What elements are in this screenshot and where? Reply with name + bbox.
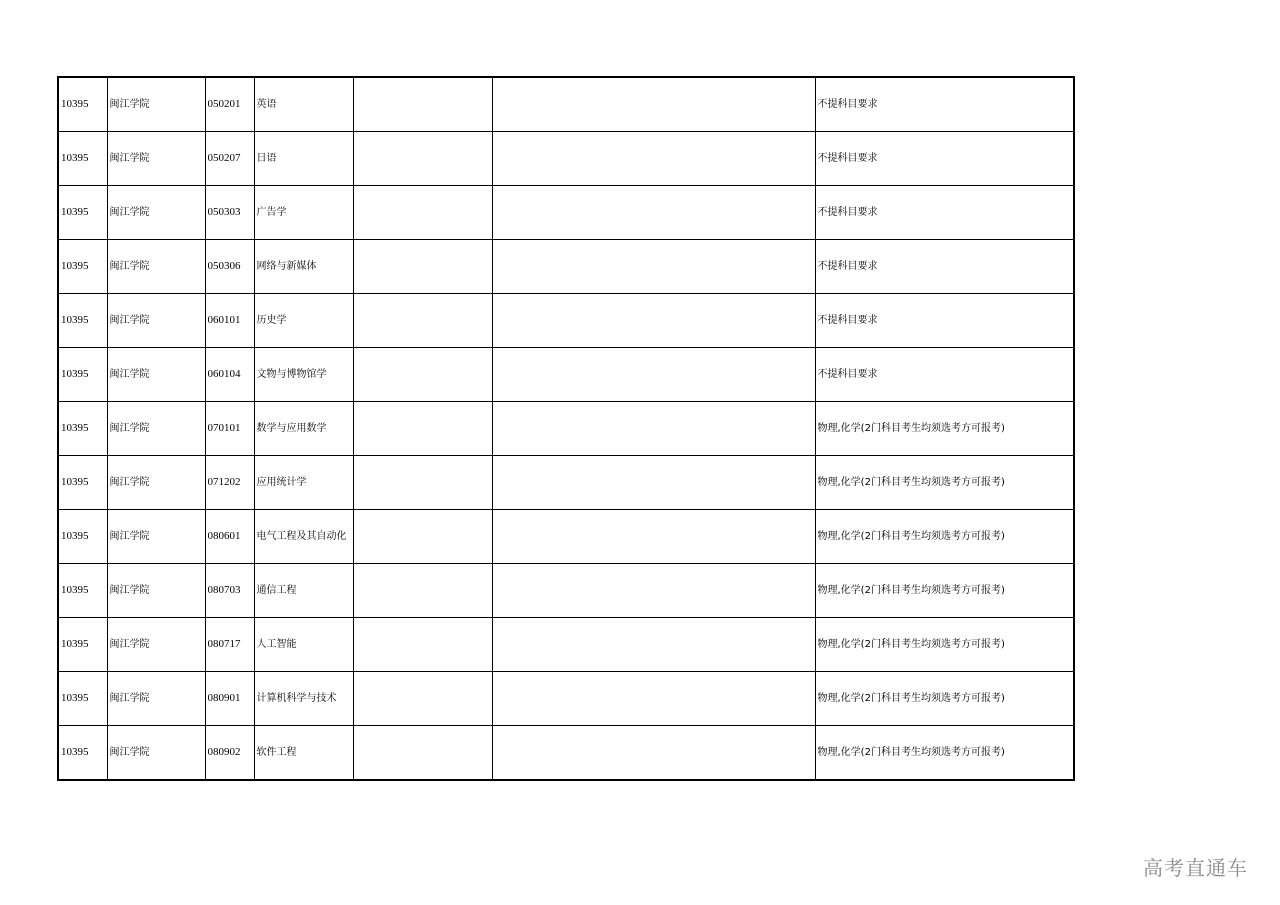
empty-cell (353, 672, 492, 726)
subject-requirements-table (57, 76, 1075, 781)
table-row (58, 186, 1074, 240)
subject-requirement-cell: 物理,化学(2门科目考生均须选考方可报考) (815, 402, 1074, 456)
major-code-cell: 050201 (205, 77, 254, 132)
major-name-cell: 数学与应用数学 (254, 402, 353, 456)
empty-cell (492, 618, 815, 672)
empty-cell (492, 240, 815, 294)
school-name-cell: 闽江学院 (107, 402, 205, 456)
empty-cell (353, 348, 492, 402)
major-name-cell: 历史学 (254, 294, 353, 348)
major-name-cell: 应用统计学 (254, 456, 353, 510)
subject-requirement-cell: 物理,化学(2门科目考生均须选考方可报考) (815, 510, 1074, 564)
table-row (58, 240, 1074, 294)
school-code-cell: 10395 (58, 132, 107, 186)
school-code-cell: 10395 (58, 456, 107, 510)
watermark-text: 高考直通车 (1143, 856, 1248, 880)
major-name-cell: 文物与博物馆学 (254, 348, 353, 402)
subject-requirement-cell: 不提科目要求 (815, 348, 1074, 402)
empty-cell (492, 77, 815, 132)
empty-cell (492, 186, 815, 240)
empty-cell (492, 510, 815, 564)
school-name-cell: 闽江学院 (107, 132, 205, 186)
major-code-cell: 080901 (205, 672, 254, 726)
subject-requirement-cell: 物理,化学(2门科目考生均须选考方可报考) (815, 618, 1074, 672)
table-row (58, 456, 1074, 510)
major-name-cell: 日语 (254, 132, 353, 186)
empty-cell (492, 456, 815, 510)
major-code-cell: 071202 (205, 456, 254, 510)
subject-requirement-cell: 物理,化学(2门科目考生均须选考方可报考) (815, 564, 1074, 618)
empty-cell (353, 510, 492, 564)
major-name-cell: 电气工程及其自动化 (254, 510, 353, 564)
major-code-cell: 080703 (205, 564, 254, 618)
school-code-cell: 10395 (58, 564, 107, 618)
school-name-cell: 闽江学院 (107, 186, 205, 240)
empty-cell (353, 186, 492, 240)
table-row (58, 510, 1074, 564)
major-code-cell: 080902 (205, 726, 254, 781)
subject-requirement-cell: 不提科目要求 (815, 186, 1074, 240)
major-code-cell: 060101 (205, 294, 254, 348)
school-code-cell: 10395 (58, 510, 107, 564)
table-row (58, 77, 1074, 132)
empty-cell (353, 132, 492, 186)
table-row (58, 618, 1074, 672)
empty-cell (353, 456, 492, 510)
empty-cell (492, 672, 815, 726)
school-name-cell: 闽江学院 (107, 672, 205, 726)
major-name-cell: 计算机科学与技术 (254, 672, 353, 726)
table-row (58, 672, 1074, 726)
subject-requirement-cell: 不提科目要求 (815, 240, 1074, 294)
school-code-cell: 10395 (58, 186, 107, 240)
school-code-cell: 10395 (58, 726, 107, 781)
table-row (58, 726, 1074, 781)
empty-cell (492, 402, 815, 456)
school-code-cell: 10395 (58, 348, 107, 402)
school-name-cell: 闽江学院 (107, 726, 205, 781)
subject-requirement-cell: 物理,化学(2门科目考生均须选考方可报考) (815, 456, 1074, 510)
empty-cell (492, 132, 815, 186)
school-name-cell: 闽江学院 (107, 77, 205, 132)
school-name-cell: 闽江学院 (107, 456, 205, 510)
school-code-cell: 10395 (58, 294, 107, 348)
school-name-cell: 闽江学院 (107, 294, 205, 348)
empty-cell (353, 294, 492, 348)
school-name-cell: 闽江学院 (107, 240, 205, 294)
major-code-cell: 050207 (205, 132, 254, 186)
subject-requirement-cell: 不提科目要求 (815, 77, 1074, 132)
major-name-cell: 广告学 (254, 186, 353, 240)
table-row (58, 564, 1074, 618)
subject-requirement-cell: 物理,化学(2门科目考生均须选考方可报考) (815, 672, 1074, 726)
school-code-cell: 10395 (58, 402, 107, 456)
table-body (58, 77, 1074, 780)
major-name-cell: 网络与新媒体 (254, 240, 353, 294)
school-code-cell: 10395 (58, 672, 107, 726)
major-code-cell: 070101 (205, 402, 254, 456)
empty-cell (353, 402, 492, 456)
table-row (58, 294, 1074, 348)
empty-cell (353, 564, 492, 618)
major-code-cell: 080717 (205, 618, 254, 672)
major-name-cell: 英语 (254, 77, 353, 132)
empty-cell (492, 348, 815, 402)
major-name-cell: 人工智能 (254, 618, 353, 672)
empty-cell (353, 618, 492, 672)
table-row (58, 348, 1074, 402)
school-code-cell: 10395 (58, 77, 107, 132)
subject-requirement-cell: 不提科目要求 (815, 132, 1074, 186)
empty-cell (492, 726, 815, 781)
school-name-cell: 闽江学院 (107, 510, 205, 564)
table-row (58, 402, 1074, 456)
subject-requirement-cell: 物理,化学(2门科目考生均须选考方可报考) (815, 726, 1074, 781)
major-name-cell: 通信工程 (254, 564, 353, 618)
empty-cell (353, 726, 492, 781)
major-code-cell: 080601 (205, 510, 254, 564)
major-code-cell: 050303 (205, 186, 254, 240)
major-code-cell: 050306 (205, 240, 254, 294)
major-name-cell: 软件工程 (254, 726, 353, 781)
subject-requirement-cell: 不提科目要求 (815, 294, 1074, 348)
empty-cell (353, 77, 492, 132)
table-row (58, 132, 1074, 186)
school-code-cell: 10395 (58, 618, 107, 672)
school-name-cell: 闽江学院 (107, 564, 205, 618)
empty-cell (492, 564, 815, 618)
empty-cell (353, 240, 492, 294)
school-name-cell: 闽江学院 (107, 348, 205, 402)
school-code-cell: 10395 (58, 240, 107, 294)
school-name-cell: 闽江学院 (107, 618, 205, 672)
major-code-cell: 060104 (205, 348, 254, 402)
empty-cell (492, 294, 815, 348)
